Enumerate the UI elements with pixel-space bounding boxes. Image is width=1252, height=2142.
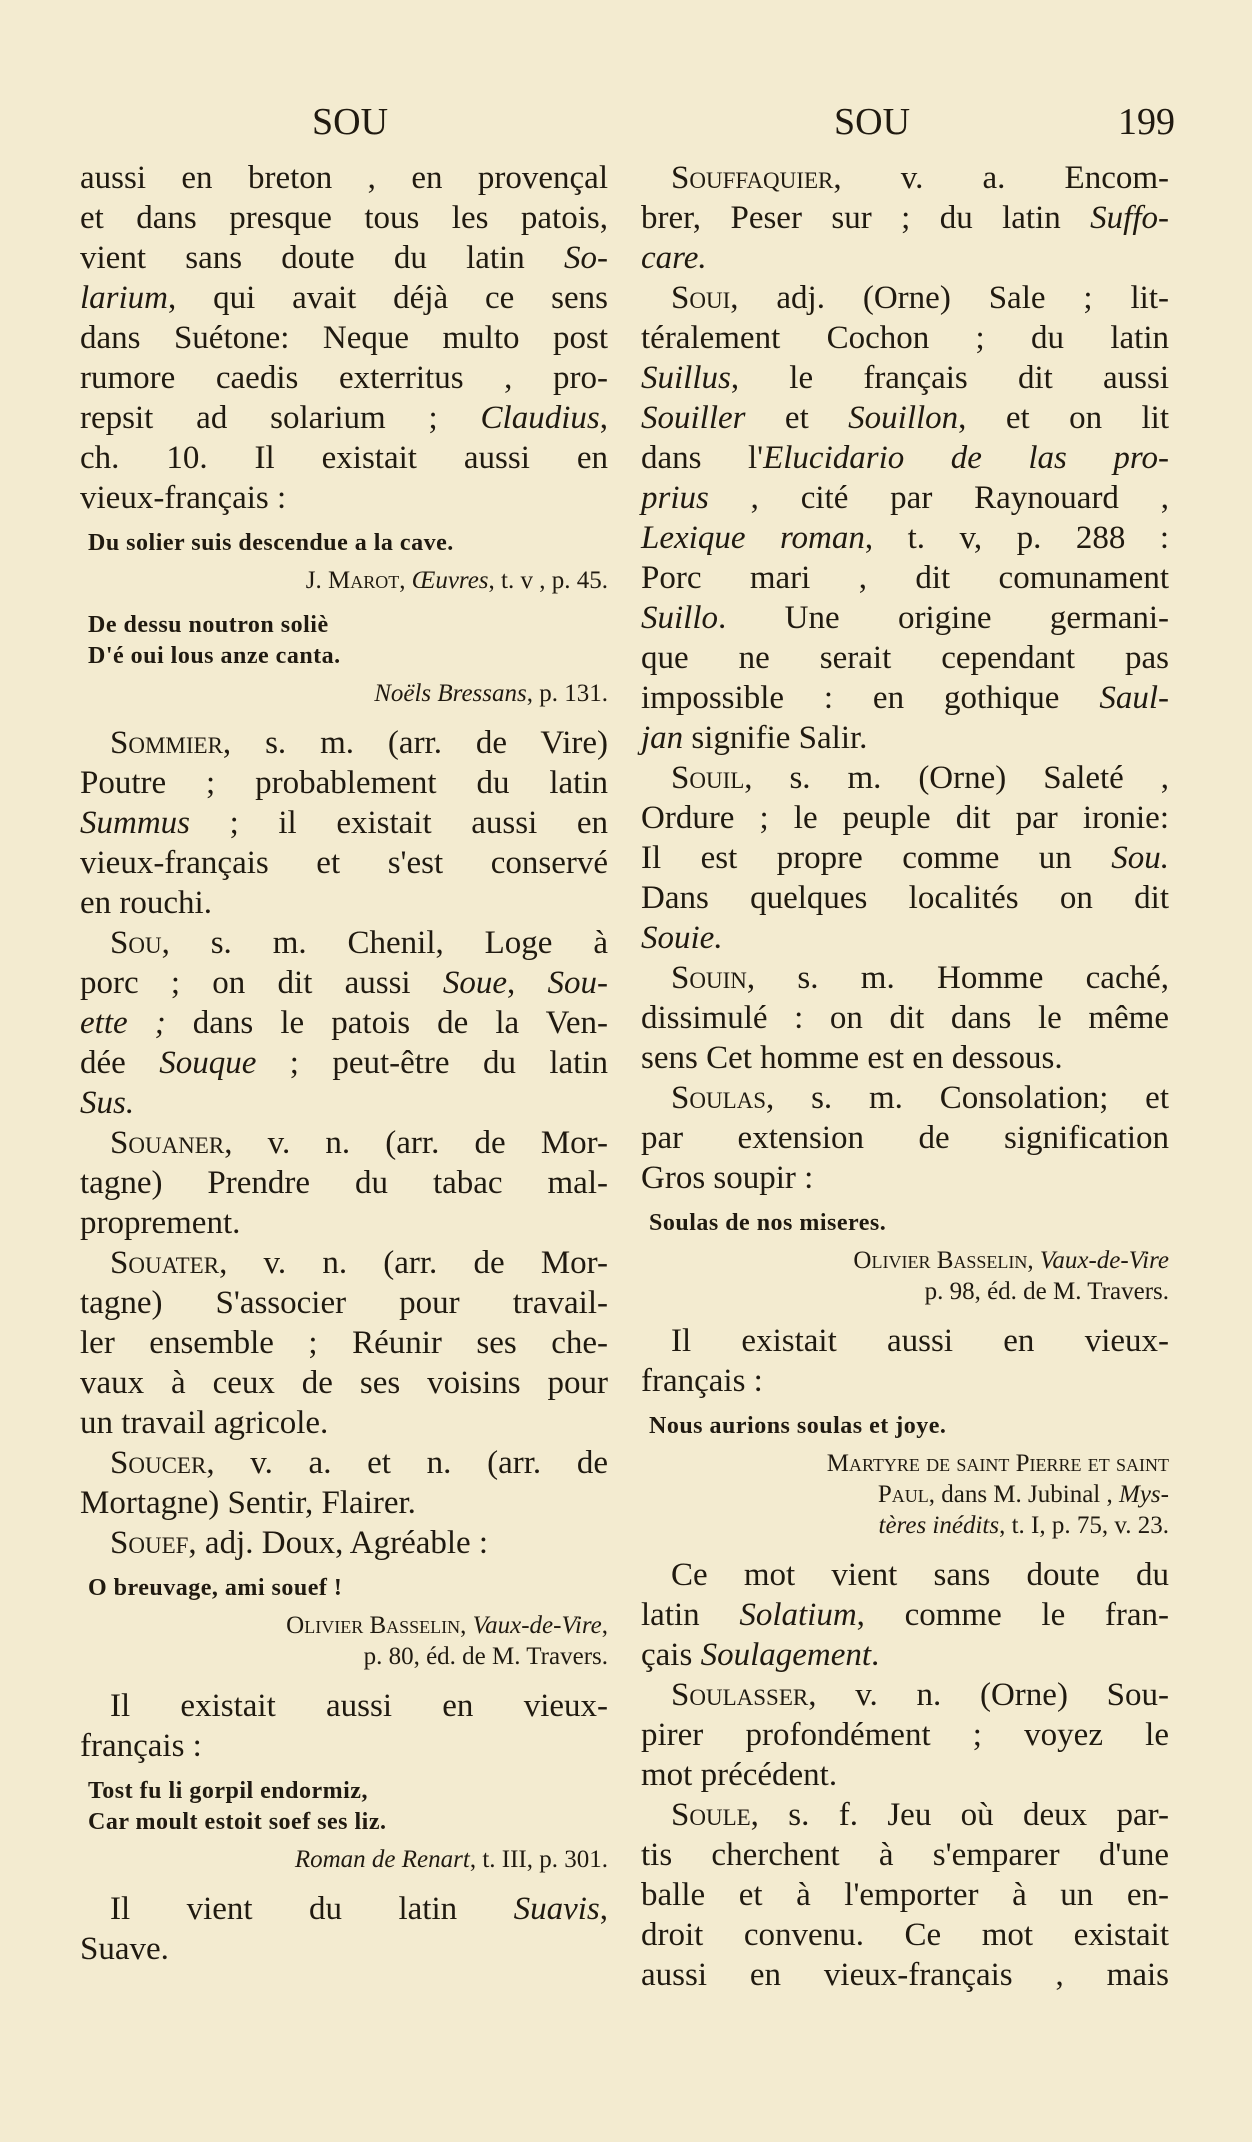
text: ; il existait aussi en (190, 805, 608, 841)
text-line (641, 1955, 1169, 1995)
headword-text: Sou (110, 925, 162, 961)
headword-text: Souil (671, 760, 745, 796)
text-line (641, 718, 1169, 758)
verse-quotation (641, 1411, 1169, 1442)
dictionary-entry (641, 1078, 1169, 1198)
text: mot précédent. (641, 1757, 838, 1793)
italic-text: Summus (80, 805, 191, 841)
text: français : (641, 1363, 763, 1399)
text-line (80, 1483, 608, 1523)
text: aussi en breton , en provençal (80, 160, 608, 196)
dictionary-entry (80, 1123, 608, 1243)
verse-quotation (641, 1208, 1169, 1239)
text-line (641, 638, 1169, 678)
text: Ordure ; le peuple dit par ironie: (641, 800, 1169, 836)
text: , (507, 965, 548, 1001)
italic-text: Saul- (1099, 680, 1169, 716)
text: dée (80, 1045, 160, 1081)
italic-text: Suavis (513, 1891, 600, 1927)
italic-text: Solatium (739, 1597, 857, 1633)
headword-text: Soucer (110, 1445, 207, 1481)
text-line (641, 438, 1169, 478)
text: Nous aurions soulas et joye. (649, 1413, 947, 1439)
text: français : (80, 1728, 202, 1764)
text-line (641, 238, 1169, 278)
text-line (80, 1889, 608, 1929)
text: Suave. (80, 1931, 169, 1967)
text-line (641, 478, 1169, 518)
running-header-left: SOU (312, 101, 389, 143)
text: , t. I, p. 75, v. 23. (999, 1512, 1169, 1539)
text-line (641, 1118, 1169, 1158)
text: téralement Cochon ; du latin (641, 320, 1169, 356)
text-line (80, 610, 608, 641)
text-line (641, 838, 1169, 878)
headword-text: Soulas (671, 1080, 767, 1116)
text-line (641, 398, 1169, 438)
text-line (80, 1610, 608, 1641)
italic-text: Vaux-de-Vire (472, 1612, 602, 1639)
text: D'é oui lous anze canta. (88, 643, 341, 669)
italic-text: Noëls Bressans (374, 680, 527, 707)
italic-text: Soue (442, 965, 507, 1001)
text: repsit ad solarium ; (80, 400, 481, 436)
italic-text: Souque (159, 1045, 257, 1081)
text: Poutre ; probablement du latin (80, 765, 608, 801)
text: p. 98, éd. de M. Travers. (924, 1278, 1169, 1305)
text-line (641, 518, 1169, 558)
italic-text: Soulagement (700, 1637, 872, 1673)
text: , comme le fran- (856, 1597, 1169, 1633)
text: signifie Salir. (683, 720, 868, 756)
text: , (599, 400, 608, 436)
text: impossible : en gothique (641, 680, 1100, 716)
text: , qui avait déjà ce sens (168, 280, 608, 316)
text: vieux-français : (80, 480, 287, 516)
text-line (80, 278, 608, 318)
text: Porc mari , dit comunament (641, 560, 1169, 596)
text-line (80, 1243, 608, 1283)
headword-text: Soulasser (671, 1677, 809, 1713)
text: sens Cet homme est en dessous. (641, 1040, 1063, 1076)
text: dissimulé : on dit dans le même (641, 1000, 1169, 1036)
text-line (80, 723, 608, 763)
text-line (80, 1003, 608, 1043)
text: çais (641, 1637, 701, 1673)
text-line (641, 1411, 1169, 1442)
text: . (871, 1637, 880, 1673)
italic-text: Suillo (641, 600, 719, 636)
text: , le français dit aussi (730, 360, 1169, 396)
text-line (80, 1929, 608, 1969)
text-line (80, 1043, 608, 1083)
text: , v. a. et n. (arr. de (206, 1445, 608, 1481)
text-line (641, 678, 1169, 718)
headword-text: Sommier (110, 725, 223, 761)
text-line (80, 438, 608, 478)
italic-text: Sou- (547, 965, 608, 1001)
text-line (641, 1361, 1169, 1401)
text: Il vient du latin (110, 1891, 514, 1927)
text: droit convenu. Ce mot existait (641, 1917, 1169, 1953)
verse-quotation (80, 1573, 608, 1604)
italic-text: Claudius (480, 400, 600, 436)
italic-text: ette ; (80, 1005, 166, 1041)
text: J. (305, 567, 328, 594)
text-line (641, 1835, 1169, 1875)
text: , t. v , p. 45. (488, 567, 608, 594)
headword-text: Souef (110, 1525, 189, 1561)
text-line (641, 878, 1169, 918)
italic-text: Roman de Renart (294, 1846, 470, 1873)
text: Il existait aussi en vieux- (110, 1688, 608, 1724)
text-line (80, 1726, 608, 1766)
citation (641, 1245, 1169, 1307)
text-line (80, 318, 608, 358)
text-line (80, 198, 608, 238)
text: brer, Peser sur ; du latin (641, 200, 1091, 236)
text: vient sans doute du latin (80, 240, 564, 276)
text-line (641, 1321, 1169, 1361)
text-line (80, 565, 608, 596)
text-line (641, 1755, 1169, 1795)
text-line (80, 1443, 608, 1483)
text: , v. n. (arr. de Mor- (219, 1245, 608, 1281)
text: dans Suétone: Neque multo post (80, 320, 608, 356)
text: tagne) S'associer pour travail- (80, 1285, 608, 1321)
text: tagne) Prendre du tabac mal- (80, 1165, 608, 1201)
text-line (641, 558, 1169, 598)
text-line (80, 1573, 608, 1604)
text: rumore caedis exterritus , pro- (80, 360, 608, 396)
text-line (80, 1203, 608, 1243)
dictionary-entry (80, 1523, 608, 1563)
text-line (641, 1479, 1169, 1510)
headword-text: Marot (327, 567, 400, 594)
dictionary-entry (641, 278, 1169, 758)
italic-text: tères inédits (878, 1512, 1000, 1539)
text: en rouchi. (80, 885, 212, 921)
text-line (641, 158, 1169, 198)
text: ; peut-être du latin (256, 1045, 609, 1081)
text: balle et à l'emporter à un en- (641, 1877, 1169, 1913)
italic-text: Souie. (641, 920, 723, 956)
text-line (80, 1323, 608, 1363)
text: Tost fu li gorpil endormiz, (88, 1778, 368, 1804)
verse-quotation (80, 610, 608, 672)
running-header-right: SOU (834, 101, 911, 143)
text-line (80, 803, 608, 843)
text: , s. f. Jeu où deux par- (750, 1797, 1169, 1833)
text: , t. III, p. 301. (469, 1846, 608, 1873)
italic-text: Souiller (641, 400, 746, 436)
text: ler ensemble ; Réunir ses che- (80, 1325, 608, 1361)
text: , v. a. Encom- (833, 160, 1169, 196)
text-line (641, 1875, 1169, 1915)
text: par extension de signification (641, 1120, 1169, 1156)
text: , (460, 1612, 473, 1639)
text: , adj. Doux, Agréable : (188, 1525, 489, 1561)
citation (641, 1448, 1169, 1541)
text-line (641, 1448, 1169, 1479)
verse-quotation (80, 1776, 608, 1838)
text-line (80, 1363, 608, 1403)
italic-text: Œuvres (411, 567, 489, 594)
dictionary-entry (80, 1686, 608, 1766)
text-line (641, 1510, 1169, 1541)
text-line (80, 1807, 608, 1838)
text: un travail agricole. (80, 1405, 329, 1441)
text: , s. m. (arr. de Vire) (222, 725, 608, 761)
headword-text: Soui (671, 280, 731, 316)
text: , (599, 1891, 608, 1927)
italic-text: Elucidario de las pro- (763, 440, 1170, 476)
dictionary-entry (80, 1443, 608, 1523)
text: et (745, 400, 849, 436)
text-line (641, 1715, 1169, 1755)
headword-text: Martyre de saint Pierre et saint (826, 1450, 1169, 1477)
text: De dessu noutron soliè (88, 612, 329, 638)
dictionary-entry (641, 958, 1169, 1078)
text: proprement. (80, 1205, 241, 1241)
text-line (80, 963, 608, 1003)
text-line (641, 758, 1169, 798)
dictionary-entry (80, 923, 608, 1123)
text-line (80, 1686, 608, 1726)
text-line (80, 883, 608, 923)
dictionary-entry (80, 1889, 608, 1969)
text: et dans presque tous les patois, (80, 200, 608, 236)
citation (80, 678, 608, 709)
text-line (641, 318, 1169, 358)
text: , v. n. (Orne) Sou- (808, 1677, 1169, 1713)
text: que ne serait cependant pas (641, 640, 1169, 676)
text: O breuvage, ami souef ! (88, 1575, 343, 1601)
italic-text: Mys- (1119, 1481, 1169, 1508)
text-line (641, 198, 1169, 238)
text: Il est propre comme un (641, 840, 1112, 876)
text: , et on lit (958, 400, 1169, 436)
text-line (80, 1523, 608, 1563)
text-line (80, 478, 608, 518)
text-line (80, 1083, 608, 1123)
text-line (641, 958, 1169, 998)
right-column (641, 158, 1169, 1995)
dictionary-entry (641, 1675, 1169, 1795)
text-line (641, 1158, 1169, 1198)
italic-text: larium (80, 280, 169, 316)
dictionary-entry (641, 758, 1169, 958)
text-line (641, 1555, 1169, 1595)
italic-text: jan (641, 720, 684, 756)
text-line (641, 998, 1169, 1038)
text-line (641, 278, 1169, 318)
text: , s. m. Chenil, Loge à (161, 925, 608, 961)
italic-text: Souillon (848, 400, 959, 436)
text-line (80, 398, 608, 438)
text: tis cherchent à s'emparer d'une (641, 1837, 1169, 1873)
text: ch. 10. Il existait aussi en (80, 440, 608, 476)
text-line (80, 528, 608, 559)
dictionary-entry (80, 1243, 608, 1443)
italic-text: Suillus (641, 360, 731, 396)
dictionary-entry (80, 723, 608, 923)
headword-text: Soule (671, 1797, 751, 1833)
text: Dans quelques localités on dit (641, 880, 1169, 916)
text-line (641, 1038, 1169, 1078)
text: porc ; on dit aussi (80, 965, 443, 1001)
text-line (80, 358, 608, 398)
headword-text: Olivier Basselin (853, 1247, 1028, 1274)
text: , (1027, 1247, 1040, 1274)
italic-text: care. (641, 240, 707, 276)
text: , s. m. (Orne) Saleté , (744, 760, 1169, 796)
text: p. 80, éd. de M. Travers. (363, 1643, 608, 1670)
text-line (641, 1635, 1169, 1675)
citation (80, 1610, 608, 1672)
text: , cité par Raynouard , (708, 480, 1169, 516)
text: , s. m. Homme caché, (746, 960, 1169, 996)
text-line (80, 843, 608, 883)
text: Mortagne) Sentir, Flairer. (80, 1485, 416, 1521)
text: Ce mot vient sans doute du (671, 1557, 1169, 1593)
text: dans le patois de la Ven- (165, 1005, 608, 1041)
text-line (641, 1078, 1169, 1118)
text-line (80, 1403, 608, 1443)
headword-text: Paul (877, 1481, 929, 1508)
italic-text: Sus. (80, 1085, 135, 1121)
italic-text: Vaux-de-Vire (1039, 1247, 1169, 1274)
text: dans l' (641, 440, 764, 476)
text-line (80, 1844, 608, 1875)
text-line (80, 1163, 608, 1203)
text-line (641, 1795, 1169, 1835)
text-line (641, 358, 1169, 398)
page-number: 199 (1118, 101, 1175, 143)
text: , p. 131. (526, 680, 608, 707)
text-line (641, 918, 1169, 958)
text-line (641, 1245, 1169, 1276)
headword-text: Souater (110, 1245, 220, 1281)
text-line (641, 1675, 1169, 1715)
text: , s. m. Consolation; et (766, 1080, 1169, 1116)
text-line (80, 1776, 608, 1807)
text: Gros soupir : (641, 1160, 814, 1196)
dictionary-entry (641, 1321, 1169, 1401)
text-line (80, 238, 608, 278)
headword-text: Souaner (110, 1125, 225, 1161)
text: , adj. (Orne) Sale ; lit- (730, 280, 1169, 316)
headword-text: Olivier Basselin (286, 1612, 461, 1639)
text-line (80, 1283, 608, 1323)
dictionary-entry (641, 158, 1169, 278)
dictionary-entry (641, 1795, 1169, 1995)
text: , t. v, p. 288 : (864, 520, 1169, 556)
citation (80, 1844, 608, 1875)
italic-text: Lexique roman (641, 520, 865, 556)
text: vieux-français et s'est conservé (80, 845, 608, 881)
text: Soulas de nos miseres. (649, 1210, 887, 1236)
text: Car moult estoit soef ses liz. (88, 1809, 387, 1835)
text: , v. n. (arr. de Mor- (224, 1125, 608, 1161)
text: pirer profondément ; voyez le (641, 1717, 1169, 1753)
text-line (641, 598, 1169, 638)
headword-text: Souin (671, 960, 747, 996)
italic-text: Sou. (1111, 840, 1169, 876)
text-line (80, 923, 608, 963)
text: , (399, 567, 412, 594)
citation (80, 565, 608, 596)
text-line (641, 1595, 1169, 1635)
italic-text: Suffo- (1090, 200, 1169, 236)
text: , dans M. Jubinal , (928, 1481, 1120, 1508)
dictionary-entry (80, 158, 608, 518)
text-line (641, 1276, 1169, 1307)
left-column (80, 158, 608, 1969)
text-line (80, 158, 608, 198)
dictionary-entry (641, 1555, 1169, 1675)
text: latin (641, 1597, 740, 1633)
text: vaux à ceux de ses voisins pour (80, 1365, 608, 1401)
text-line (80, 641, 608, 672)
text-line (641, 1208, 1169, 1239)
italic-text: prius (641, 480, 709, 516)
text-line (80, 763, 608, 803)
text: aussi en vieux-français , mais (641, 1957, 1169, 1993)
verse-quotation (80, 528, 608, 559)
text-line (80, 678, 608, 709)
text: . Une origine germani- (718, 600, 1169, 636)
text-line (80, 1123, 608, 1163)
text-line (641, 798, 1169, 838)
text: Il existait aussi en vieux- (671, 1323, 1169, 1359)
text: Du solier suis descendue a la cave. (88, 530, 454, 556)
text-line (641, 1915, 1169, 1955)
text-line (80, 1641, 608, 1672)
headword-text: Souffaquier (671, 160, 834, 196)
text: , (601, 1612, 608, 1639)
italic-text: So- (564, 240, 608, 276)
